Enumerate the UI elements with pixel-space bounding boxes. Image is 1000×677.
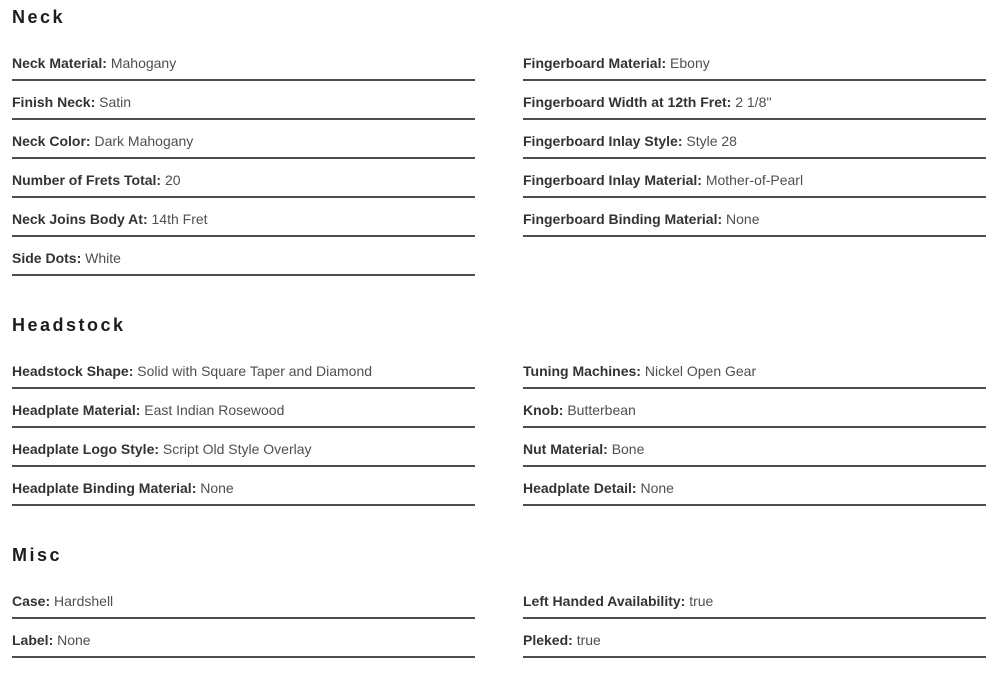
spec-value: true <box>689 593 714 609</box>
spec-value: Hardshell <box>54 593 114 609</box>
spec-label: Tuning Machines: <box>523 363 641 379</box>
section-column-left <box>12 350 475 506</box>
spec-row <box>523 120 986 159</box>
spec-row <box>523 580 986 619</box>
spec-row <box>523 467 986 506</box>
spec-label: Number of Frets Total: <box>12 172 162 188</box>
spec-value: White <box>85 250 121 266</box>
spec-label: Fingerboard Width at 12th Fret: <box>523 94 732 110</box>
spec-value: Bone <box>611 441 645 457</box>
spec-value: Style 28 <box>686 133 737 149</box>
spec-value: East Indian Rosewood <box>144 402 285 418</box>
spec-label: Fingerboard Inlay Style: <box>523 133 683 149</box>
spec-row <box>12 120 475 159</box>
spec-value: Solid with Square Taper and Diamond <box>137 363 373 379</box>
spec-row <box>523 159 986 198</box>
section-columns <box>12 350 986 506</box>
spec-label: Side Dots: <box>12 250 82 266</box>
spec-value: Satin <box>99 94 132 110</box>
spec-section <box>12 6 986 276</box>
spec-label: Finish Neck: <box>12 94 96 110</box>
spec-row <box>12 619 475 658</box>
spec-value: None <box>726 211 760 227</box>
spec-label: Headplate Material: <box>12 402 141 418</box>
section-column-left <box>12 42 475 276</box>
spec-label: Case: <box>12 593 51 609</box>
spec-row <box>12 580 475 619</box>
spec-label: Neck Material: <box>12 55 107 71</box>
spec-value: 14th Fret <box>151 211 208 227</box>
spec-row <box>523 619 986 658</box>
spec-value: Nickel Open Gear <box>644 363 757 379</box>
spec-row <box>12 198 475 237</box>
spec-label: Left Handed Availability: <box>523 593 686 609</box>
section-column-right <box>523 350 986 506</box>
spec-row <box>12 81 475 120</box>
spec-value: Ebony <box>670 55 710 71</box>
spec-label: Nut Material: <box>523 441 608 457</box>
spec-row <box>523 389 986 428</box>
spec-value: Mother-of-Pearl <box>705 172 804 188</box>
section-columns <box>12 42 986 276</box>
spec-row <box>12 42 475 81</box>
section-column-left <box>12 580 475 658</box>
section-columns <box>12 580 986 658</box>
spec-label: Headstock Shape: <box>12 363 134 379</box>
spec-label: Headplate Detail: <box>523 480 637 496</box>
spec-value: Dark Mahogany <box>94 133 194 149</box>
spec-section <box>12 544 986 658</box>
spec-value: None <box>57 632 91 648</box>
spec-label: Headplate Binding Material: <box>12 480 197 496</box>
spec-value: true <box>576 632 601 648</box>
spec-label: Neck Color: <box>12 133 91 149</box>
spec-row <box>523 198 986 237</box>
spec-row <box>12 428 475 467</box>
spec-row <box>523 81 986 120</box>
spec-value: 20 <box>164 172 181 188</box>
spec-row <box>12 350 475 389</box>
spec-value: Mahogany <box>110 55 177 71</box>
section-column-right <box>523 42 986 237</box>
spec-label: Fingerboard Material: <box>523 55 667 71</box>
spec-value: None <box>200 480 234 496</box>
section-title: Misc <box>12 545 63 565</box>
spec-label: Fingerboard Inlay Material: <box>523 172 702 188</box>
spec-value: None <box>640 480 674 496</box>
spec-row <box>12 159 475 198</box>
spec-value: Butterbean <box>567 402 636 418</box>
spec-label: Fingerboard Binding Material: <box>523 211 723 227</box>
spec-label: Knob: <box>523 402 564 418</box>
section-title: Headstock <box>12 315 126 335</box>
spec-row <box>523 350 986 389</box>
spec-section <box>12 314 986 506</box>
spec-row <box>523 428 986 467</box>
spec-value: Script Old Style Overlay <box>162 441 312 457</box>
spec-row <box>12 237 475 276</box>
section-title: Neck <box>12 7 66 27</box>
spec-label: Neck Joins Body At: <box>12 211 148 227</box>
spec-label: Headplate Logo Style: <box>12 441 160 457</box>
section-column-right <box>523 580 986 658</box>
spec-value: 2 1/8'' <box>735 94 772 110</box>
spec-row <box>12 467 475 506</box>
spec-row <box>12 389 475 428</box>
spec-row <box>523 42 986 81</box>
spec-label: Label: <box>12 632 54 648</box>
spec-label: Pleked: <box>523 632 573 648</box>
